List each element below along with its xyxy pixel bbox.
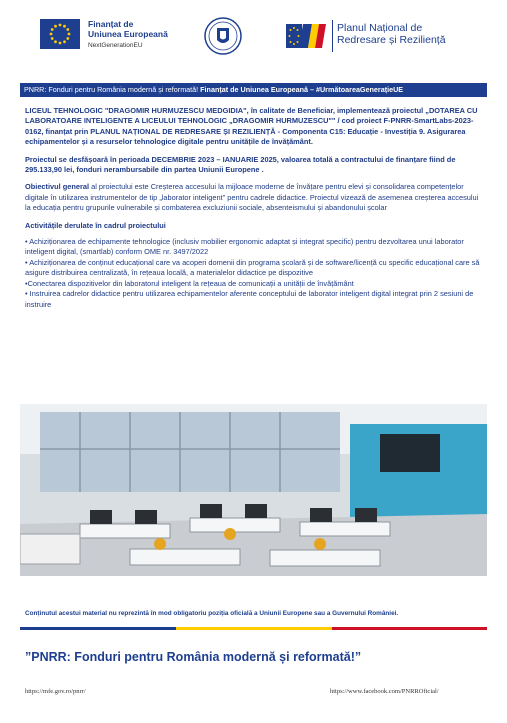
mfe-link[interactable]: https://mfe.gov.ro/pnrr/ xyxy=(25,688,86,695)
main-content xyxy=(25,106,483,310)
activity-item: • Achiziționarea de echipamente tehnologice (inclusiv mobilier ergonomic adaptat și integrat specific) pentru dezvoltarea unui laborator inteligent digital, (smartlab) conform OME nr. 3497/2022 xyxy=(25,237,464,257)
activity-item: • Achiziționarea de conținut educațional care va acoperi domenii din programa școlară și de software/licență cu specific educațional care să asigure distribuirea centralizată, în rețeaua locală, a materialelor didactice pe dispozitive xyxy=(25,257,480,278)
eu-funding-label xyxy=(88,19,168,51)
activity-item: • Instruirea cadrelor didactice pentru utilizarea echipamentelor aferente conceptului de laborator inteligent digital integrat prin 2 sesiuni de instruire xyxy=(25,289,474,309)
eu-line1: Finanțat de xyxy=(88,19,134,29)
objective-label: Obiectivul general xyxy=(25,182,90,192)
footer-slogan: ”PNRR: Fonduri pentru România modernă și reformată!” xyxy=(25,650,362,664)
top-banner xyxy=(20,83,487,97)
project-objective xyxy=(25,182,483,213)
smart-lab-photo xyxy=(20,404,487,576)
activities-list xyxy=(25,237,483,310)
banner-part1: PNRR: Fonduri pentru România modernă și reformată! xyxy=(24,85,201,94)
footer-stripe-red xyxy=(332,627,487,630)
pnrr-flag-logo xyxy=(286,24,326,48)
project-intro: LICEUL TEHNOLOGIC "DRAGOMIR HURMUZESCU MEDGIDIA", în calitate de Beneficiar, implementează proiectul „DOTAREA CU LABORATOARE INTELIGENTE A LICEULUI TEHNOLOGIC „DRAGOMIR HURMUZESCU"" / cod proiect F-PNRR-SmartLabs-2023-0162, finanțat prin PLANUL NAȚIONAL DE REDRESARE ȘI REZILIENȚĂ - Componenta C15: Educație - Investiția 9. Asigurarea echipamentelor și a resurselor tehnologice digitale pentru unitățile de învățământ. xyxy=(25,106,478,147)
banner-part2: Finanțat de Uniunea Europeană – #UrmătoareaGenerațieUE xyxy=(200,85,404,94)
facebook-link[interactable]: https://www.facebook.com/PNRROficial/ xyxy=(330,688,439,695)
footer-stripe-yellow xyxy=(176,627,332,630)
eu-line3: NextGenerationEU xyxy=(88,42,143,49)
pnrr-divider xyxy=(332,20,333,52)
disclaimer: Conținutul acestui material nu reprezintă în mod obligatoriu poziția oficială a Uniunii Europene sau a Guvernului României. xyxy=(25,610,399,617)
footer-stripe-blue xyxy=(20,627,176,630)
pnrr-label xyxy=(337,22,446,46)
activity-item: •Conectarea dispozitivelor din laboratorul inteligent la rețeaua de comunicații a unității de învățământ xyxy=(25,278,354,288)
eu-flag-logo xyxy=(40,19,80,49)
pnrr-line2: Redresare și Reziliență xyxy=(337,34,446,46)
activities-heading: Activitățile derulate în cadrul proiectului xyxy=(25,220,166,230)
header xyxy=(0,0,507,80)
romanian-government-crest xyxy=(204,14,242,58)
eu-line2: Uniunea Europeană xyxy=(88,29,168,39)
project-period: Proiectul se desfășoară în perioada DECEMBRIE 2023 – IANUARIE 2025, valoarea totală a contractului de finanțare fiind de 295.133,90 lei, fonduri nerambursabile din partea Uniunii Europene . xyxy=(25,154,456,175)
objective-text: al proiectului este Creșterea accesului la mijloace moderne de învățare pentru elevi și consolidarea competențelor digitale în utilizarea instrumentelor de tip „laborator inteligent" pentru cadrele didactice. Proiectul vizează de asemenea creșterea accesului la educația pentru grupurile vulnerabile și combaterea excluziunii sociale, absenteismului și abandonului școlar xyxy=(25,182,479,213)
pnrr-line1: Planul Național de xyxy=(337,22,423,34)
